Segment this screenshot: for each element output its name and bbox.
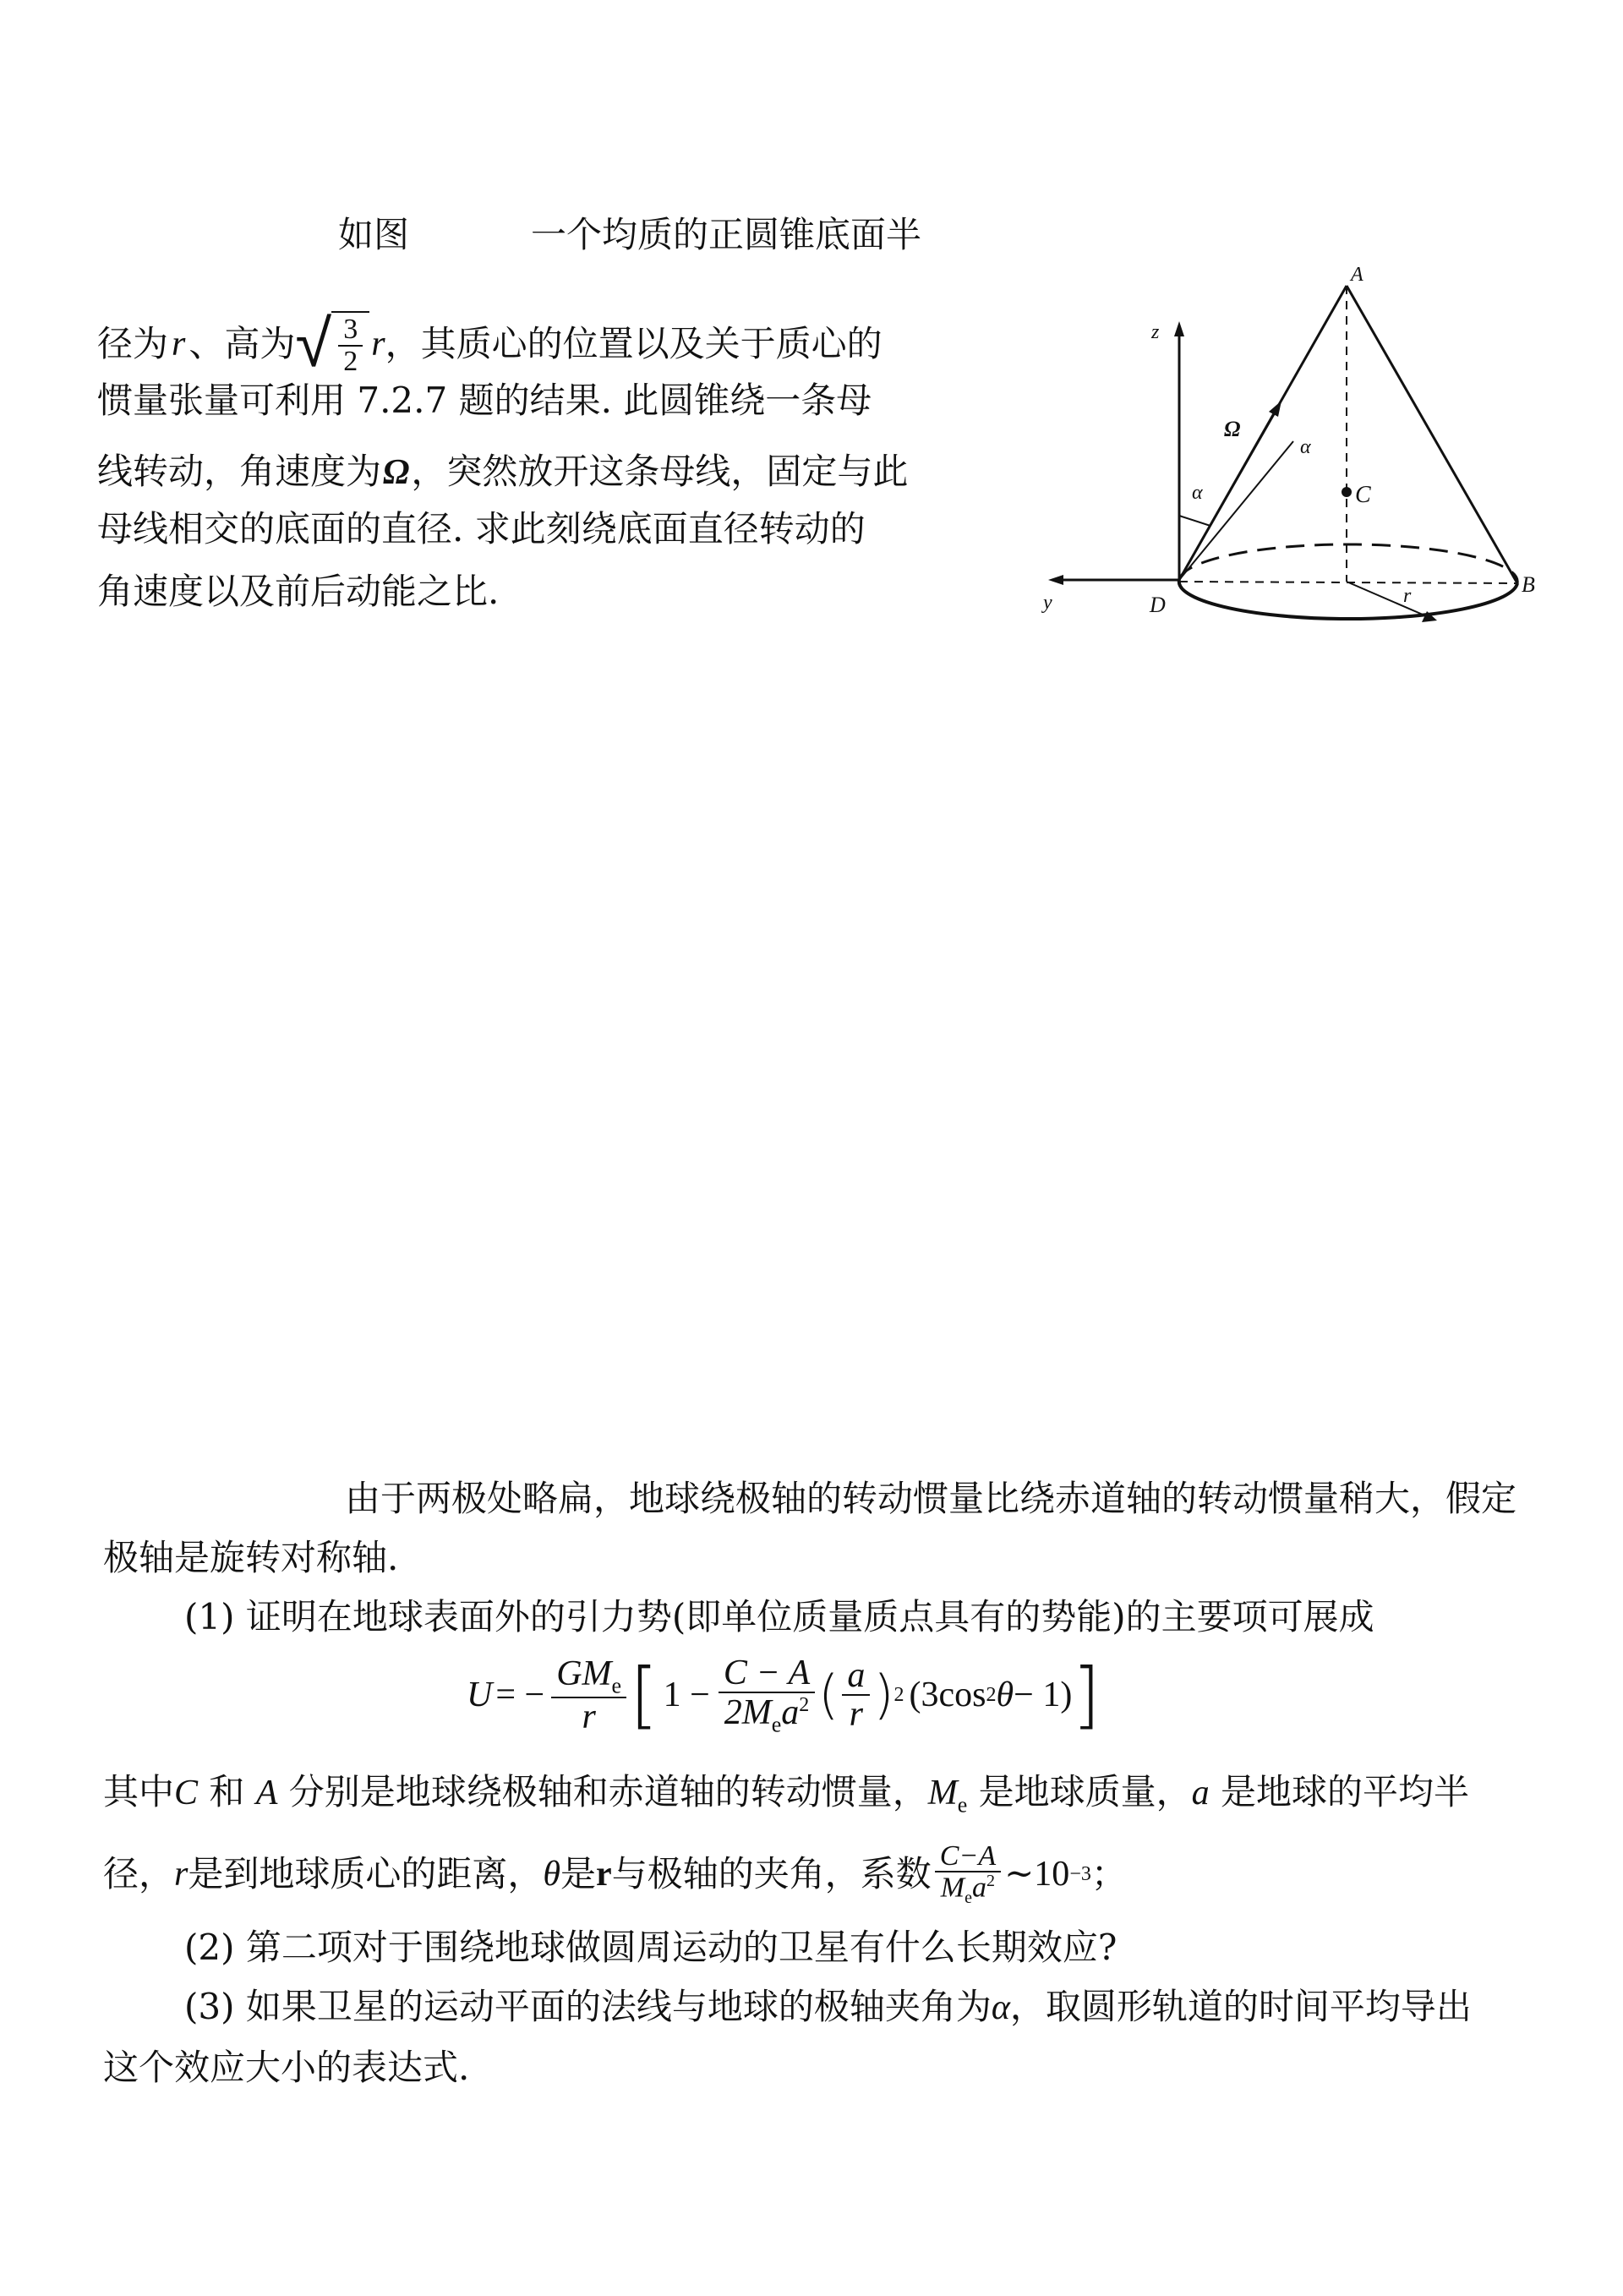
part3-alpha: α	[991, 1988, 1010, 2027]
explain-Me-sub: e	[957, 1792, 968, 1818]
explain-A: A	[255, 1774, 278, 1812]
cone-base-back	[1179, 544, 1517, 583]
left-paren-icon: (	[818, 1664, 839, 1725]
explain-c: 是地球质量，	[967, 1771, 1192, 1812]
part3-b: ，取圆形轨道的时间平均导出	[1009, 1986, 1472, 2027]
sqrt-sign-icon: √	[295, 306, 332, 382]
label-D: D	[1150, 593, 1166, 617]
problem1-line1	[97, 306, 883, 382]
formula-tail2: − 1)	[1014, 1676, 1073, 1714]
formula-one-minus: 1 −	[663, 1676, 710, 1714]
problem2-intro-line2: 极轴是旋转对称轴.	[103, 1537, 399, 1578]
sqrt-numerator: 3	[338, 314, 363, 347]
formula-CA-fraction	[719, 1654, 815, 1736]
formula-cos-sup: 2	[986, 1684, 997, 1706]
coefficient-fraction	[935, 1841, 1001, 1908]
explain-C: C	[174, 1774, 199, 1812]
potential-formula	[467, 1648, 1101, 1741]
problem1-line4: 母线相交的底面的直径. 求此刻绕底面直径转动的	[97, 508, 866, 549]
coef-end: ；	[1090, 1853, 1127, 1894]
formula-theta: θ	[996, 1676, 1014, 1714]
formula-CminusA: C − A	[719, 1654, 815, 1693]
label-r: r	[1403, 585, 1412, 607]
problem2-part1: (1) 证明在地球表面外的引力势(即单位质量质点具有的势能)的主要项可展成	[184, 1596, 1374, 1637]
label-alpha-1: α	[1300, 436, 1311, 458]
explain2-c: 是	[560, 1853, 597, 1894]
formula-r-den-2: r	[849, 1695, 863, 1734]
explain-b: 分别是地球绕极轴和赤道轴的转动惯量，	[277, 1771, 928, 1812]
coef-num: C−A	[935, 1841, 1001, 1873]
problem1-heading-left: 如图	[338, 214, 410, 255]
y-axis-arrow-icon	[1048, 575, 1063, 585]
explain2-r: r	[174, 1855, 189, 1894]
z-axis-arrow-icon	[1174, 321, 1184, 336]
label-B: B	[1522, 572, 1535, 597]
cone-figure	[1031, 254, 1555, 651]
sqrt-denominator: 2	[343, 346, 358, 377]
coef-exp: −3	[1069, 1863, 1091, 1885]
explain2-a: 径，	[103, 1853, 175, 1894]
formula-r-den: r	[582, 1697, 596, 1737]
formula-GM: GM	[556, 1654, 612, 1693]
coef-den-a: a	[972, 1872, 987, 1904]
problem2-part3-line2: 这个效应大小的表达式.	[103, 2047, 470, 2088]
sqrt-three-halves	[295, 306, 369, 382]
right-bracket-icon: ]	[1072, 1653, 1101, 1737]
problem1-line1-c: ，其质心的位置以及关于质心的	[385, 323, 883, 364]
radius-line	[1347, 582, 1429, 617]
coef-den-e: e	[965, 1889, 973, 1908]
label-z: z	[1151, 321, 1160, 343]
explain2-r-bold: r	[596, 1855, 612, 1894]
formula-a-over-r	[842, 1657, 870, 1733]
explain-and: 和	[198, 1771, 256, 1812]
problem2-explain-line2	[103, 1836, 1127, 1912]
explain-a: 其中	[103, 1771, 175, 1812]
omega-arrow-icon	[1269, 401, 1281, 417]
radius-symbol-2: r	[371, 325, 385, 364]
formula-a-num: a	[842, 1657, 870, 1696]
explain-a-var: a	[1191, 1774, 1210, 1812]
cone-base-front	[1179, 580, 1517, 619]
part3-a: (3) 如果卫星的运动平面的法线与地球的极轴夹角为	[184, 1986, 992, 2027]
centroid-point	[1342, 487, 1352, 497]
angle-arc	[1179, 516, 1210, 526]
problem1-line3	[97, 448, 908, 496]
label-A: A	[1351, 264, 1363, 286]
problem1-heading-right: 一个均质的正圆锥底面半	[531, 214, 922, 255]
formula-GM-sub: e	[611, 1673, 622, 1697]
formula-a2: a	[781, 1692, 800, 1732]
problem2-part2: (2) 第二项对于围绕地球做圆周运动的卫星有什么长期效应?	[184, 1927, 1118, 1968]
coef-tail: ∼10	[1004, 1855, 1070, 1894]
formula-U: U	[467, 1676, 493, 1714]
coef-den-sq: 2	[986, 1872, 996, 1891]
explain2-theta: θ	[543, 1855, 561, 1894]
problem1-line1-a: 径为	[97, 323, 169, 364]
omega-symbol: Ω	[383, 453, 410, 492]
label-Omega: Ω	[1224, 417, 1241, 441]
problem1-line5: 角速度以及前后动能之比.	[97, 571, 500, 612]
formula-eq: = −	[495, 1676, 545, 1714]
formula-GMe-over-r	[551, 1654, 626, 1736]
label-alpha-2: α	[1192, 482, 1203, 504]
cone-generatrix-AB	[1347, 286, 1517, 583]
formula-2M: 2M	[724, 1692, 772, 1732]
label-C: C	[1355, 482, 1371, 508]
coef-den-M: M	[940, 1872, 965, 1904]
right-paren-icon: )	[873, 1664, 894, 1725]
explain2-d: 与极轴的夹角，系数	[611, 1853, 932, 1894]
problem1-line3-b: ，突然放开这条母线，固定与此	[411, 451, 909, 492]
explain-d: 是地球的平均半	[1209, 1771, 1470, 1812]
formula-tail: (3cos	[909, 1676, 986, 1714]
problem2-part3	[184, 1983, 1472, 2031]
formula-square: 2	[893, 1684, 904, 1706]
formula-a2-sup: 2	[799, 1693, 810, 1716]
left-bracket-icon: [	[630, 1653, 658, 1737]
label-y: y	[1043, 592, 1052, 614]
explain2-b: 是到地球质心的距离，	[188, 1853, 544, 1894]
problem2-explain-line1	[103, 1768, 1469, 1829]
radius-symbol: r	[172, 325, 186, 364]
problem1-line2: 惯量张量可利用 7.2.7 题的结果. 此圆锥绕一条母	[97, 380, 872, 421]
alpha-line	[1179, 441, 1293, 580]
formula-2M-sub: e	[771, 1712, 782, 1737]
explain-Me: M	[927, 1774, 958, 1812]
problem2-intro-line1: 由于两极处略扁，地球绕极轴的转动惯量比绕赤道轴的转动惯量稍大，假定	[345, 1478, 1517, 1519]
problem1-line1-b: 、高为	[189, 323, 296, 364]
problem1-line3-a: 线转动，角速度为	[97, 451, 382, 492]
